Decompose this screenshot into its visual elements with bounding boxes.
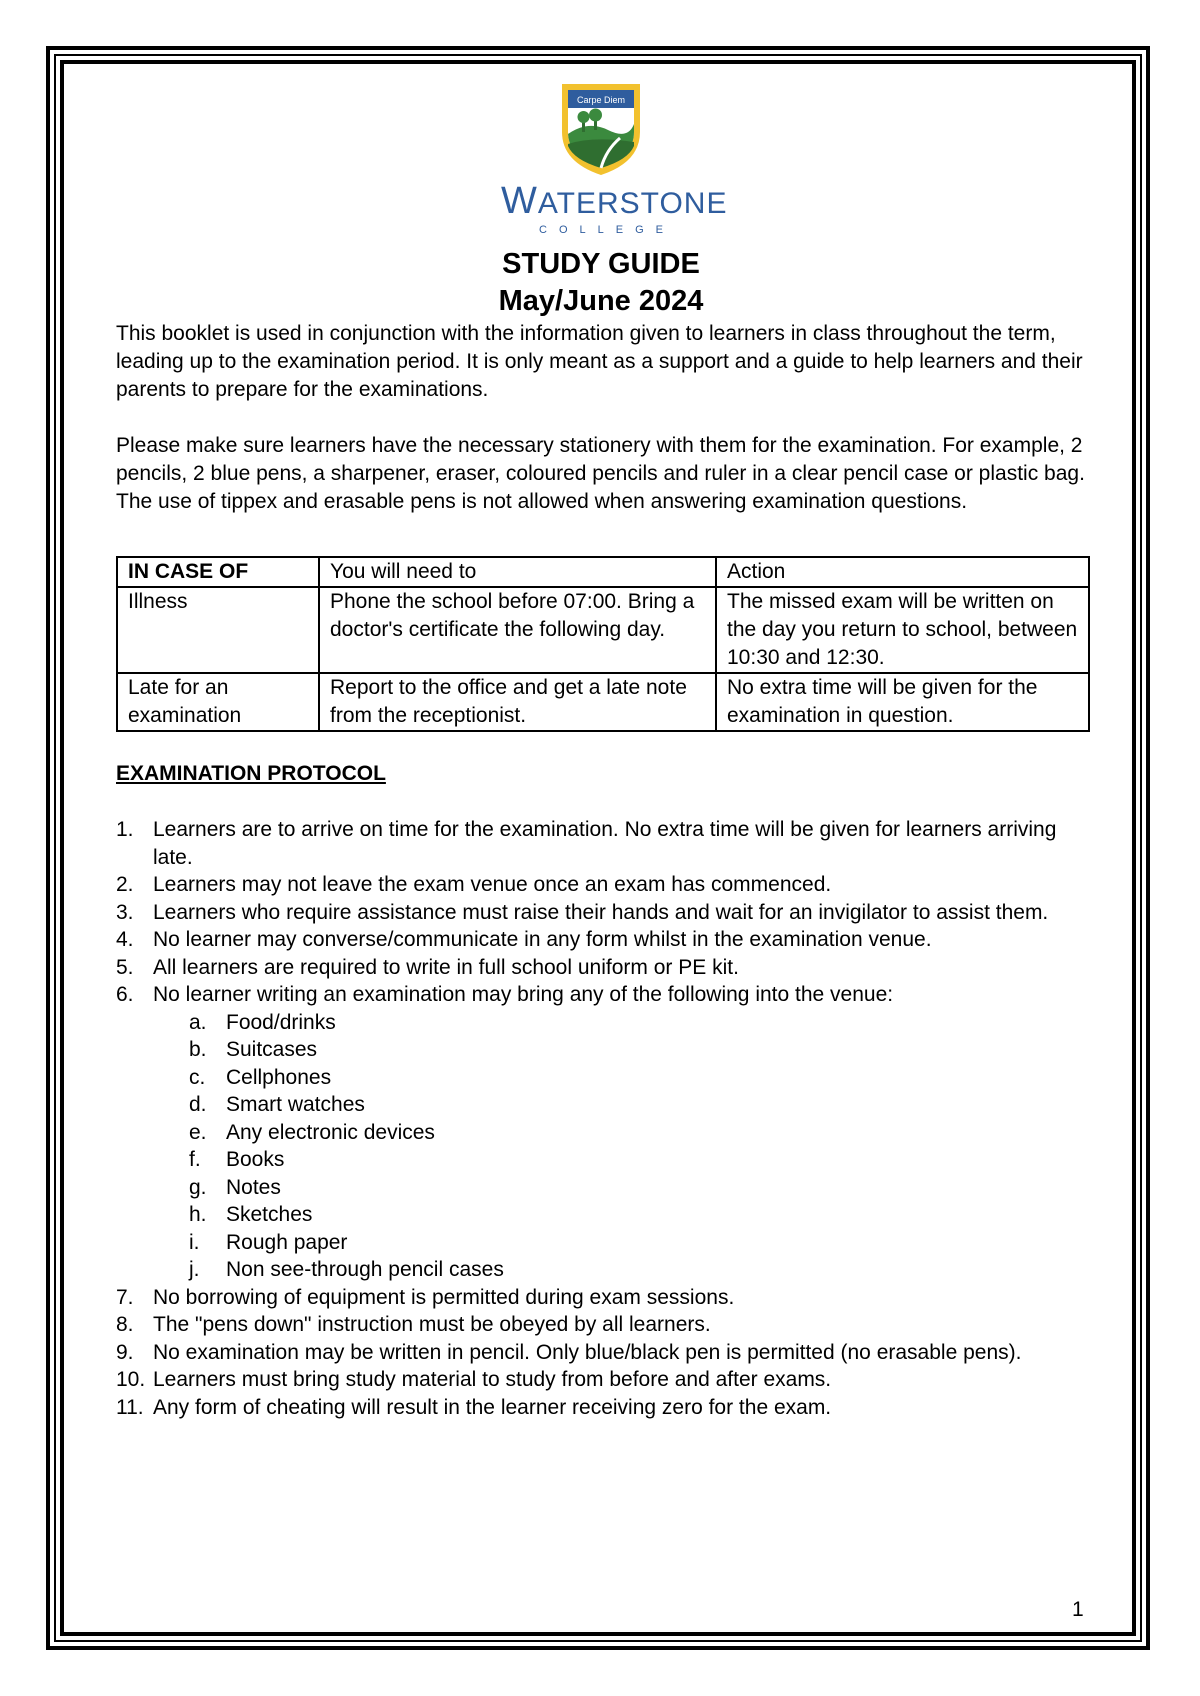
table-row (117, 587, 1089, 673)
page-number: 1 (1072, 1598, 1084, 1621)
school-subtitle: COLLEGE (539, 224, 675, 236)
school-logo (501, 80, 728, 236)
list-item: 11. Any form of cheating will result in the learner receiving zero for the exam. (116, 1395, 832, 1419)
sub-list-item: d. Smart watches (189, 1093, 365, 1116)
list-item: 3. Learners who require assistance must raise their hands and wait for an invigilator to assist them. (116, 900, 1049, 924)
table-row (117, 673, 1089, 731)
table-cell: Late for an examination (117, 673, 319, 731)
list-item: 9. No examination may be written in pencil. Only blue/black pen is permitted (no erasable pens). (116, 1340, 1022, 1364)
table-cell: The missed exam will be written on the day you return to school, between 10:30 and 12:30. (716, 587, 1089, 673)
table-cell: Report to the office and get a late note from the receptionist. (319, 673, 716, 731)
crest-motto: Carpe Diem (576, 95, 626, 105)
sub-list-item: h. Sketches (189, 1203, 313, 1226)
document-title (116, 246, 1086, 320)
intro-paragraph-3: The use of tippex and erasable pens is not allowed when answering examination questions. (116, 490, 968, 513)
table-cell: No extra time will be given for the examination in question. (716, 673, 1089, 731)
list-item: 8. The "pens down" instruction must be obeyed by all learners. (116, 1313, 711, 1336)
sub-list-item: e. Any electronic devices (189, 1120, 435, 1144)
sub-list-item: f. Books (189, 1148, 285, 1171)
intro-paragraph-2: Please make sure learners have the necessary stationery with them for the examination. For example, 2 pencils, 2 blue pens, a sharpener, eraser, coloured pencils and ruler in a clear pencil case or plastic bag. (116, 434, 1085, 485)
title-line-2: May/June 2024 (498, 285, 704, 317)
list-item: 4. No learner may converse/communicate in any form whilst in the examination venue. (116, 928, 932, 951)
list-item: 2. Learners may not leave the exam venue once an exam has commenced. (116, 873, 832, 896)
sub-list-item: g. Notes (189, 1175, 281, 1199)
table-header-row (117, 557, 1089, 587)
sub-list-item: c. Cellphones (189, 1065, 332, 1089)
list-item: 10. Learners must bring study material to study from before and after exams. (116, 1368, 832, 1391)
in-case-of-table (116, 556, 1090, 732)
table-header-cell: You will need to (319, 557, 716, 587)
section-heading: EXAMINATION PROTOCOL (116, 762, 386, 785)
sub-list-item: a. Food/drinks (189, 1010, 336, 1034)
intro-paragraph-1: This booklet is used in conjunction with the information given to learners in class throughout the term, leading up to the examination period. It is only meant as a support and a guide to help learners and their parents to prepare for the examinations. (116, 322, 1083, 401)
school-name: WATERSTONE (501, 180, 728, 222)
list-item: 6. No learner writing an examination may bring any of the following into the venue: a. Food/drinks b. Suitcases c. Cellphones d. Smart watches e. Any electronic devices f. Books g. Notes h. Sketches i. Rough paper j. Non see-through pencil cases (116, 981, 1086, 1284)
school-crest-icon (558, 80, 644, 178)
table-header-cell: IN CASE OF (117, 557, 319, 587)
document-content (116, 80, 1086, 1421)
title-line-1: STUDY GUIDE (502, 248, 700, 280)
table-cell: Illness (117, 587, 319, 673)
protocol-list (116, 816, 1086, 1421)
sub-list-item: b. Suitcases (189, 1038, 318, 1061)
sub-list-item: i. Rough paper (189, 1230, 348, 1254)
table-header-cell: Action (716, 557, 1089, 587)
prohibited-items-list (153, 1009, 1086, 1284)
list-item: 5. All learners are required to write in full school uniform or PE kit. (116, 955, 739, 979)
list-item: 7. No borrowing of equipment is permitted during exam sessions. (116, 1285, 735, 1309)
list-item: 1. Learners are to arrive on time for the examination. No extra time will be given for learners arriving late. (116, 818, 1057, 869)
table-cell: Phone the school before 07:00. Bring a doctor's certificate the following day. (319, 587, 716, 673)
sub-list-item: j. Non see-through pencil cases (189, 1258, 504, 1281)
